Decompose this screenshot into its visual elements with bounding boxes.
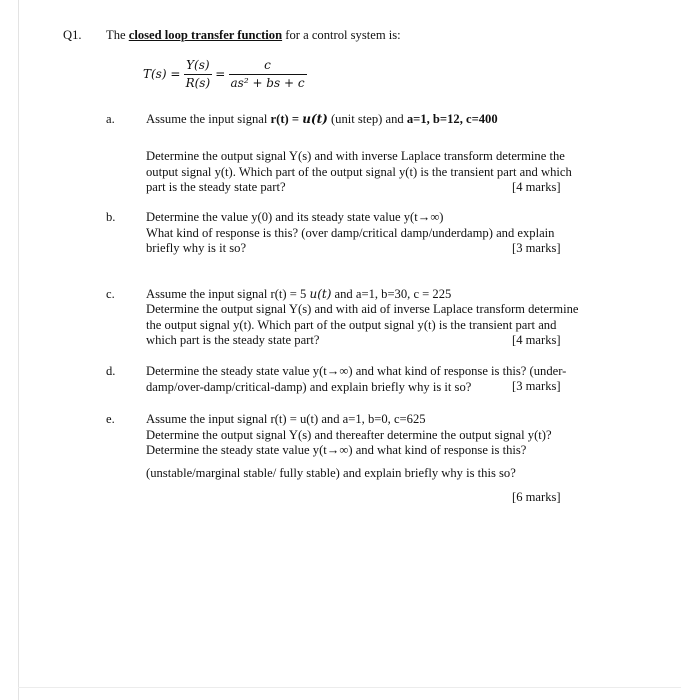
part-b-body (146, 210, 554, 257)
part-c-label: c. (106, 287, 115, 301)
formula-equals: = (215, 66, 226, 81)
part-a-body (146, 149, 572, 196)
part-b-line: Determine the value y(0) and its steady state value y(t→∞) (146, 210, 444, 224)
part-e-body (146, 412, 552, 459)
part-d-marks: [3 marks] (512, 379, 561, 393)
formula-frac2-numerator: c (229, 58, 307, 75)
part-c-marks: [4 marks] (512, 333, 561, 347)
part-c-post: and a=1, b=30, c = 225 (331, 287, 452, 301)
part-d-body (146, 364, 566, 395)
part-e-line: Determine the steady state value y(t→∞) and what kind of response is this? (146, 443, 527, 457)
part-c-line: which part is the steady state part? (146, 333, 320, 347)
part-a-assumption (146, 112, 498, 128)
part-a-pre: Assume the input signal (146, 112, 271, 126)
part-e-line: Assume the input signal r(t) = u(t) and a=1, b=0, c=625 (146, 412, 426, 426)
part-b-label: b. (106, 210, 116, 224)
part-c-assumption (146, 287, 451, 303)
part-a-values: a=1, b=12, c=400 (406, 112, 498, 126)
formula-frac1-numerator: Y(s) (184, 58, 213, 75)
part-a-line: Determine the output signal Y(s) and with inverse Laplace transform determine the (146, 149, 565, 163)
transfer-function-formula (143, 58, 307, 91)
page-bottom-edge (18, 687, 681, 688)
part-c-line: Determine the output signal Y(s) and with aid of inverse Laplace transform determine (146, 302, 579, 316)
part-e-marks: [6 marks] (512, 490, 561, 504)
part-e-stability-line (146, 466, 516, 482)
part-a-marks: [4 marks] (512, 180, 561, 194)
page-left-edge (18, 0, 19, 700)
part-a-line: part is the steady state part? (146, 180, 286, 194)
part-e-line: (unstable/marginal stable/ fully stable) and explain briefly why is this so? (146, 466, 516, 480)
part-e-line: Determine the output signal Y(s) and thereafter determine the output signal y(t)? (146, 427, 552, 442)
formula-frac2-denominator: as² + bs + c (230, 76, 305, 90)
part-a-label: a. (106, 112, 115, 126)
intro-rest: for a control system is: (285, 28, 401, 42)
part-e-label: e. (106, 412, 115, 426)
part-d-label: d. (106, 364, 116, 378)
part-b-line: What kind of response is this? (over damp/critical damp/underdamp) and explain (146, 225, 555, 240)
part-a-signal: r(t) = (270, 112, 303, 126)
intro-emphasis: closed loop transfer function (128, 28, 283, 42)
formula-fraction-2 (229, 58, 307, 91)
part-a-mid: (unit step) and (327, 112, 407, 126)
part-a-line: output signal y(t). Which part of the output signal y(t) is the transient part and which (146, 164, 572, 179)
part-a-math: u(t) (302, 112, 328, 126)
part-c-line: the output signal y(t). Which part of the output signal y(t) is the transient part and (146, 317, 557, 332)
formula-frac1-denominator: R(s) (185, 76, 211, 90)
question-intro (106, 28, 401, 44)
part-c-math: u(t) (309, 287, 332, 301)
part-b-marks: [3 marks] (512, 241, 561, 255)
part-c-pre: Assume the input signal r(t) = 5 (146, 287, 310, 301)
part-d-line: damp/over-damp/critical-damp) and explain briefly why is it so? (146, 379, 472, 394)
formula-lhs: T(s) = (143, 66, 181, 81)
question-number: Q1. (63, 28, 82, 42)
part-b-line: briefly why is it so? (146, 241, 247, 255)
intro-text: The (106, 28, 126, 42)
formula-fraction-1 (184, 58, 213, 91)
part-d-line: Determine the steady state value y(t→∞) and what kind of response is this? (under- (146, 364, 567, 378)
